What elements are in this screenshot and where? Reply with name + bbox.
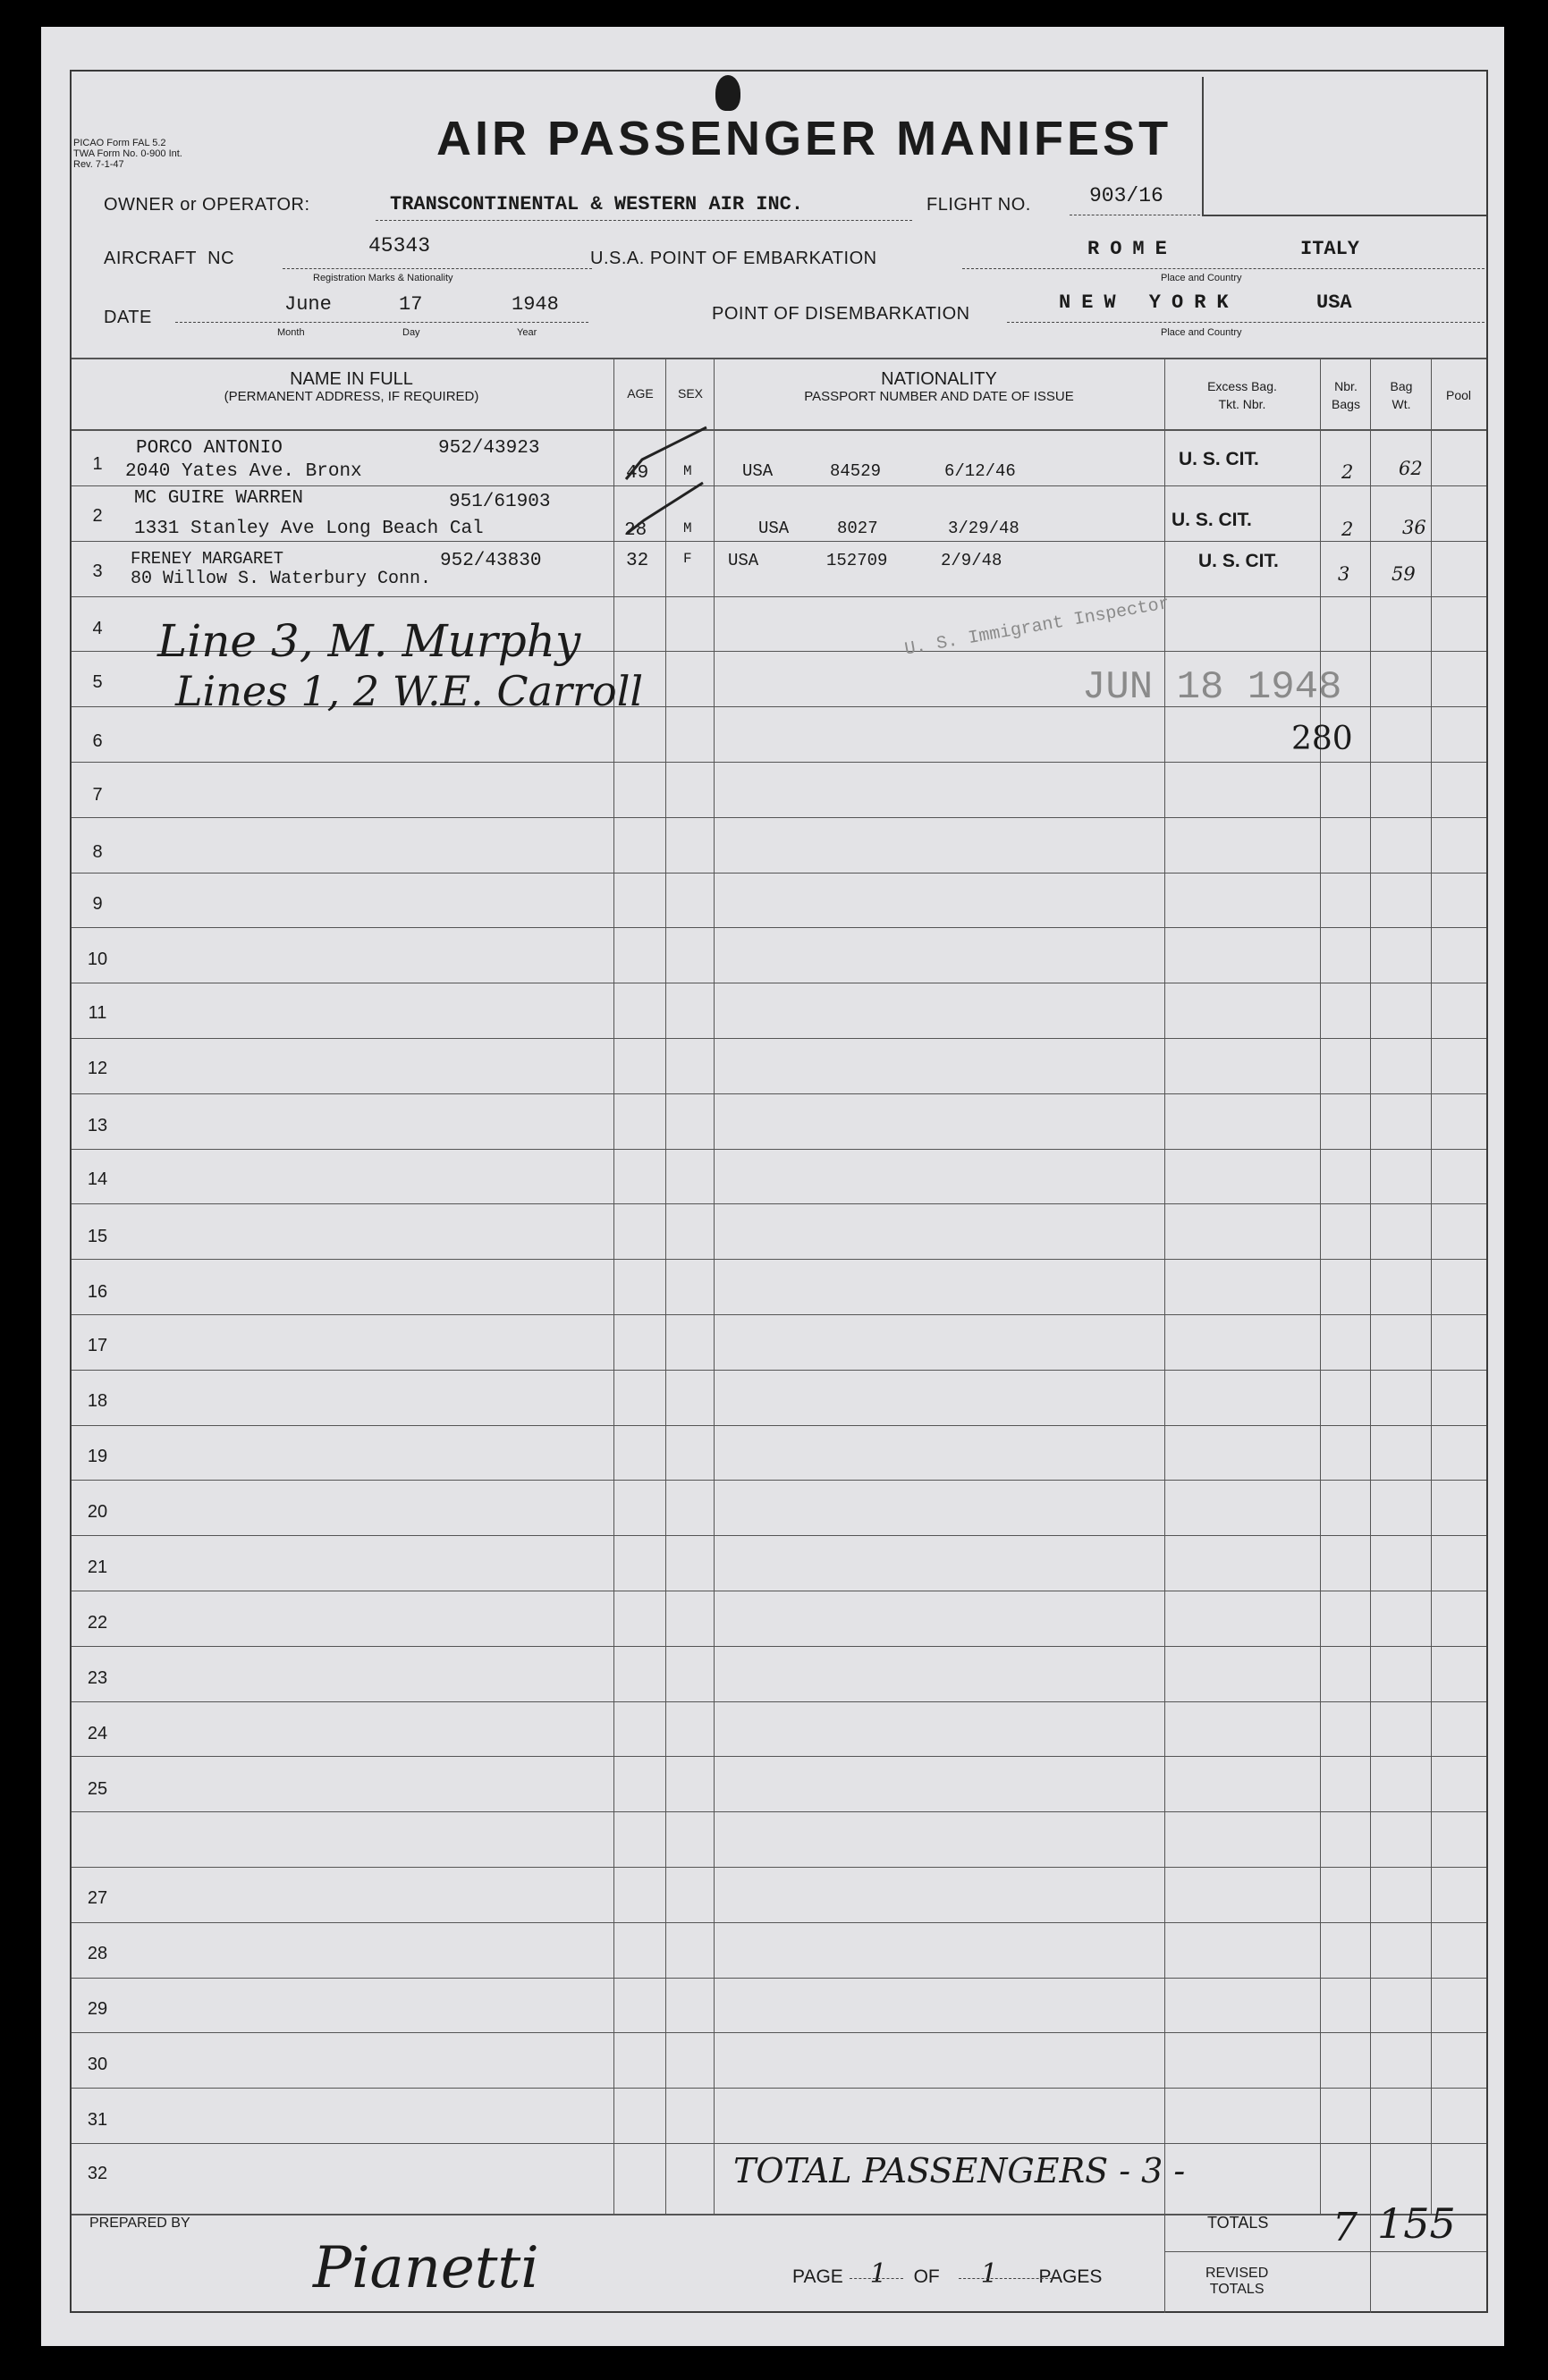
aircraft-sub: Registration Marks & Nationality xyxy=(313,273,453,283)
passport-number: 8027 xyxy=(837,519,878,538)
owner-value: TRANSCONTINENTAL & WESTERN AIR INC. xyxy=(390,193,804,215)
col-divider xyxy=(1370,359,1371,2313)
aircraft-value: 45343 xyxy=(368,234,431,257)
check-mark xyxy=(628,483,703,533)
owner-label: OWNER or OPERATOR: xyxy=(104,195,310,215)
page-number: 1 xyxy=(869,2258,887,2290)
page-total: 1 xyxy=(980,2258,998,2290)
row-rule xyxy=(72,817,1486,818)
passenger-sex: M xyxy=(683,463,692,479)
page-underline xyxy=(850,2278,903,2279)
row-number: 8 xyxy=(92,842,103,862)
row-rule xyxy=(72,873,1486,874)
page-label: PAGE xyxy=(792,2266,843,2287)
prepared-by-label: PREPARED BY xyxy=(89,2215,190,2231)
bag-count: 2 xyxy=(1341,461,1354,483)
ticket-number: 952/43830 xyxy=(440,551,542,571)
aircraft-underline xyxy=(283,268,592,269)
col-header-weight-1: Bag xyxy=(1390,379,1413,393)
embark-underline xyxy=(962,268,1485,269)
passenger-age: 49 xyxy=(626,463,649,484)
punch-hole xyxy=(715,75,740,111)
revised-label-2: TOTALS xyxy=(1209,2282,1265,2297)
page-indicator xyxy=(792,2258,1102,2290)
col-divider xyxy=(714,359,715,2214)
row-rule xyxy=(72,1425,1486,1426)
row-rule xyxy=(72,1259,1486,1260)
revised-totals-label xyxy=(1205,2266,1268,2298)
totals-weight: 155 xyxy=(1377,2199,1456,2248)
col-header-excess-1: Excess Bag. xyxy=(1207,379,1277,393)
row-rule xyxy=(72,1370,1486,1371)
totals-label: TOTALS xyxy=(1207,2214,1269,2232)
col-header-bags-1: Nbr. xyxy=(1334,379,1358,393)
passenger-nationality: USA xyxy=(758,519,790,538)
row-number: 20 xyxy=(87,1502,108,1522)
form-id-line: Rev. 7-1-47 xyxy=(73,159,124,170)
col-header-pool: Pool xyxy=(1445,388,1472,402)
row-rule xyxy=(72,1314,1486,1315)
date-stamp: JUN 18 1948 xyxy=(1082,665,1342,710)
form-id-line: PICAO Form FAL 5.2 xyxy=(73,138,166,148)
form-id xyxy=(73,138,182,170)
page-title: AIR PASSENGER MANIFEST xyxy=(436,112,1172,165)
row-number: 30 xyxy=(87,2055,108,2074)
col-header-weight-2: Wt. xyxy=(1392,397,1411,411)
row-number: 27 xyxy=(87,1888,108,1908)
pages-label: PAGES xyxy=(1038,2266,1103,2287)
col-header-nat-sub: PASSPORT NUMBER AND DATE OF ISSUE xyxy=(804,389,1074,404)
col-header-weight xyxy=(1372,377,1431,413)
passenger-nationality: USA xyxy=(728,551,759,570)
row-number: 1 xyxy=(92,454,103,474)
row-number: 24 xyxy=(87,1724,108,1743)
row-rule xyxy=(72,1811,1486,1812)
weight-note: 280 xyxy=(1291,721,1353,757)
handwritten-note-1: Line 3, M. Murphy xyxy=(157,615,581,667)
table-header-rule xyxy=(72,429,1486,431)
row-number: 14 xyxy=(87,1169,108,1189)
row-number: 15 xyxy=(87,1227,108,1246)
table-top-rule xyxy=(72,358,1486,359)
date-month: June xyxy=(284,293,332,316)
col-divider xyxy=(1164,359,1165,2313)
check-mark xyxy=(626,427,706,479)
embark-city: ROME xyxy=(1087,238,1178,260)
passport-number: 152709 xyxy=(826,551,888,570)
row-rule xyxy=(72,762,1486,763)
row-rule xyxy=(72,541,1486,542)
row-number: 25 xyxy=(87,1779,108,1799)
passenger-address: 80 Willow S. Waterbury Conn. xyxy=(131,569,432,589)
disembark-city: NEW YORK xyxy=(1059,291,1239,314)
row-number: 19 xyxy=(87,1447,108,1466)
row-number: 6 xyxy=(92,731,103,751)
row-number: 11 xyxy=(88,1003,107,1023)
row-number: 10 xyxy=(87,949,108,969)
row-number: 23 xyxy=(87,1668,108,1688)
passenger-sex: F xyxy=(683,551,692,567)
row-number: 28 xyxy=(87,1944,108,1963)
date-underline xyxy=(175,322,588,323)
col-divider xyxy=(1431,359,1432,2214)
row-number: 32 xyxy=(87,2164,108,2183)
bag-count: 2 xyxy=(1341,519,1354,540)
col-header-bags xyxy=(1322,377,1370,413)
row-number: 31 xyxy=(87,2110,108,2130)
row-number: 16 xyxy=(87,1282,108,1302)
page-underline xyxy=(959,2278,1057,2279)
aircraft-label xyxy=(104,249,234,269)
disembark-country: USA xyxy=(1316,291,1352,314)
nc-label: NC xyxy=(207,249,235,268)
office-use-box xyxy=(1202,77,1486,216)
row-rule xyxy=(72,927,1486,928)
row-number: 22 xyxy=(87,1613,108,1633)
date-year: 1948 xyxy=(512,293,559,316)
col-header-nationality xyxy=(715,370,1163,406)
disembark-label: POINT OF DISEMBARKATION xyxy=(712,304,970,324)
table-bottom-rule xyxy=(72,2214,1486,2215)
passenger-sex: M xyxy=(683,520,692,536)
row-rule xyxy=(72,2143,1486,2144)
passport-issue-date: 2/9/48 xyxy=(941,551,1002,570)
aircraft-label-text: AIRCRAFT xyxy=(104,249,197,268)
flight-label: FLIGHT NO. xyxy=(926,195,1031,215)
total-passengers-note: TOTAL PASSENGERS - 3 - xyxy=(733,2151,1186,2190)
row-number: 29 xyxy=(87,1999,108,2019)
date-day: 17 xyxy=(399,293,423,316)
passenger-address: 2040 Yates Ave. Bronx xyxy=(125,461,362,482)
excess-ticket: U. S. CIT. xyxy=(1172,510,1252,530)
day-label: Day xyxy=(402,327,420,338)
disembark-underline xyxy=(1007,322,1485,323)
ticket-number: 952/43923 xyxy=(438,438,540,459)
bag-weight: 62 xyxy=(1399,458,1423,479)
row-rule xyxy=(72,1646,1486,1647)
of-label: OF xyxy=(913,2266,940,2287)
col-header-excess-2: Tkt. Nbr. xyxy=(1218,397,1266,411)
row-number: 5 xyxy=(92,672,103,692)
embark-sub: Place and Country xyxy=(1161,273,1242,283)
row-rule xyxy=(72,1038,1486,1039)
col-header-name xyxy=(107,370,596,406)
bag-weight: 59 xyxy=(1392,563,1416,585)
passenger-address: 1331 Stanley Ave Long Beach Cal xyxy=(134,519,484,539)
row-number: 7 xyxy=(92,785,103,805)
row-number: 13 xyxy=(87,1116,108,1135)
row-number: 18 xyxy=(87,1391,108,1411)
row-rule xyxy=(72,1978,1486,1979)
passport-issue-date: 6/12/46 xyxy=(944,461,1016,481)
row-rule xyxy=(72,1203,1486,1204)
row-number: 12 xyxy=(87,1059,108,1078)
col-header-age: AGE xyxy=(627,386,654,401)
row-rule xyxy=(72,1149,1486,1150)
date-label: DATE xyxy=(104,308,152,327)
totals-bags: 7 xyxy=(1332,2205,1358,2250)
col-header-name-sub: (PERMANENT ADDRESS, IF REQUIRED) xyxy=(224,389,479,404)
col-divider xyxy=(1320,359,1321,2214)
flight-value: 903/16 xyxy=(1089,184,1163,207)
excess-ticket: U. S. CIT. xyxy=(1198,551,1279,571)
col-header-nat-title: NATIONALITY xyxy=(881,369,997,389)
col-header-bags-2: Bags xyxy=(1332,397,1360,411)
totals-rule xyxy=(1164,2251,1486,2252)
passport-number: 84529 xyxy=(830,461,882,481)
row-rule xyxy=(72,2088,1486,2089)
row-rule xyxy=(72,1701,1486,1702)
col-divider xyxy=(665,359,666,2214)
col-header-sex: SEX xyxy=(677,386,703,401)
bag-weight: 36 xyxy=(1402,517,1426,538)
inspector-stamp: U. S. Immigrant Inspector xyxy=(903,593,1172,661)
row-number: 2 xyxy=(92,506,103,526)
row-rule xyxy=(72,1535,1486,1536)
row-number: 4 xyxy=(92,619,103,638)
row-rule xyxy=(72,1867,1486,1868)
row-rule xyxy=(72,1922,1486,1923)
ticket-number: 951/61903 xyxy=(449,492,551,512)
row-rule xyxy=(72,1756,1486,1757)
passenger-name: MC GUIRE WARREN xyxy=(134,488,304,509)
bag-count: 3 xyxy=(1338,563,1350,585)
check-marks xyxy=(608,420,715,599)
row-number: 3 xyxy=(92,561,103,581)
handwritten-note-2: Lines 1, 2 W.E. Carroll xyxy=(175,667,644,715)
col-divider xyxy=(613,359,614,2214)
row-rule xyxy=(72,596,1486,597)
embark-country: ITALY xyxy=(1300,238,1360,260)
row-rule xyxy=(72,485,1486,486)
passport-issue-date: 3/29/48 xyxy=(948,519,1019,538)
row-number: 21 xyxy=(87,1557,108,1577)
excess-ticket: U. S. CIT. xyxy=(1179,449,1259,469)
passenger-name: FRENEY MARGARET xyxy=(131,549,284,569)
passenger-age: 28 xyxy=(624,520,647,541)
row-rule xyxy=(72,1093,1486,1094)
signature: Pianetti xyxy=(313,2235,539,2301)
month-label: Month xyxy=(277,327,305,338)
disembark-sub: Place and Country xyxy=(1161,327,1242,338)
embark-label: U.S.A. POINT OF EMBARKATION xyxy=(590,249,877,268)
passenger-name: PORCO ANTONIO xyxy=(136,438,283,459)
form-id-line: TWA Form No. 0-900 Int. xyxy=(73,148,182,159)
passenger-age: 32 xyxy=(626,551,649,571)
col-header-excess xyxy=(1166,377,1318,413)
row-rule xyxy=(72,2032,1486,2033)
revised-label-1: REVISED xyxy=(1205,2266,1269,2281)
row-rule xyxy=(72,1480,1486,1481)
col-header-name-title: NAME IN FULL xyxy=(290,369,413,389)
passenger-nationality: USA xyxy=(742,461,774,481)
row-number: 17 xyxy=(87,1336,108,1355)
row-number: 9 xyxy=(92,894,103,914)
year-label: Year xyxy=(517,327,537,338)
owner-underline xyxy=(376,220,912,221)
